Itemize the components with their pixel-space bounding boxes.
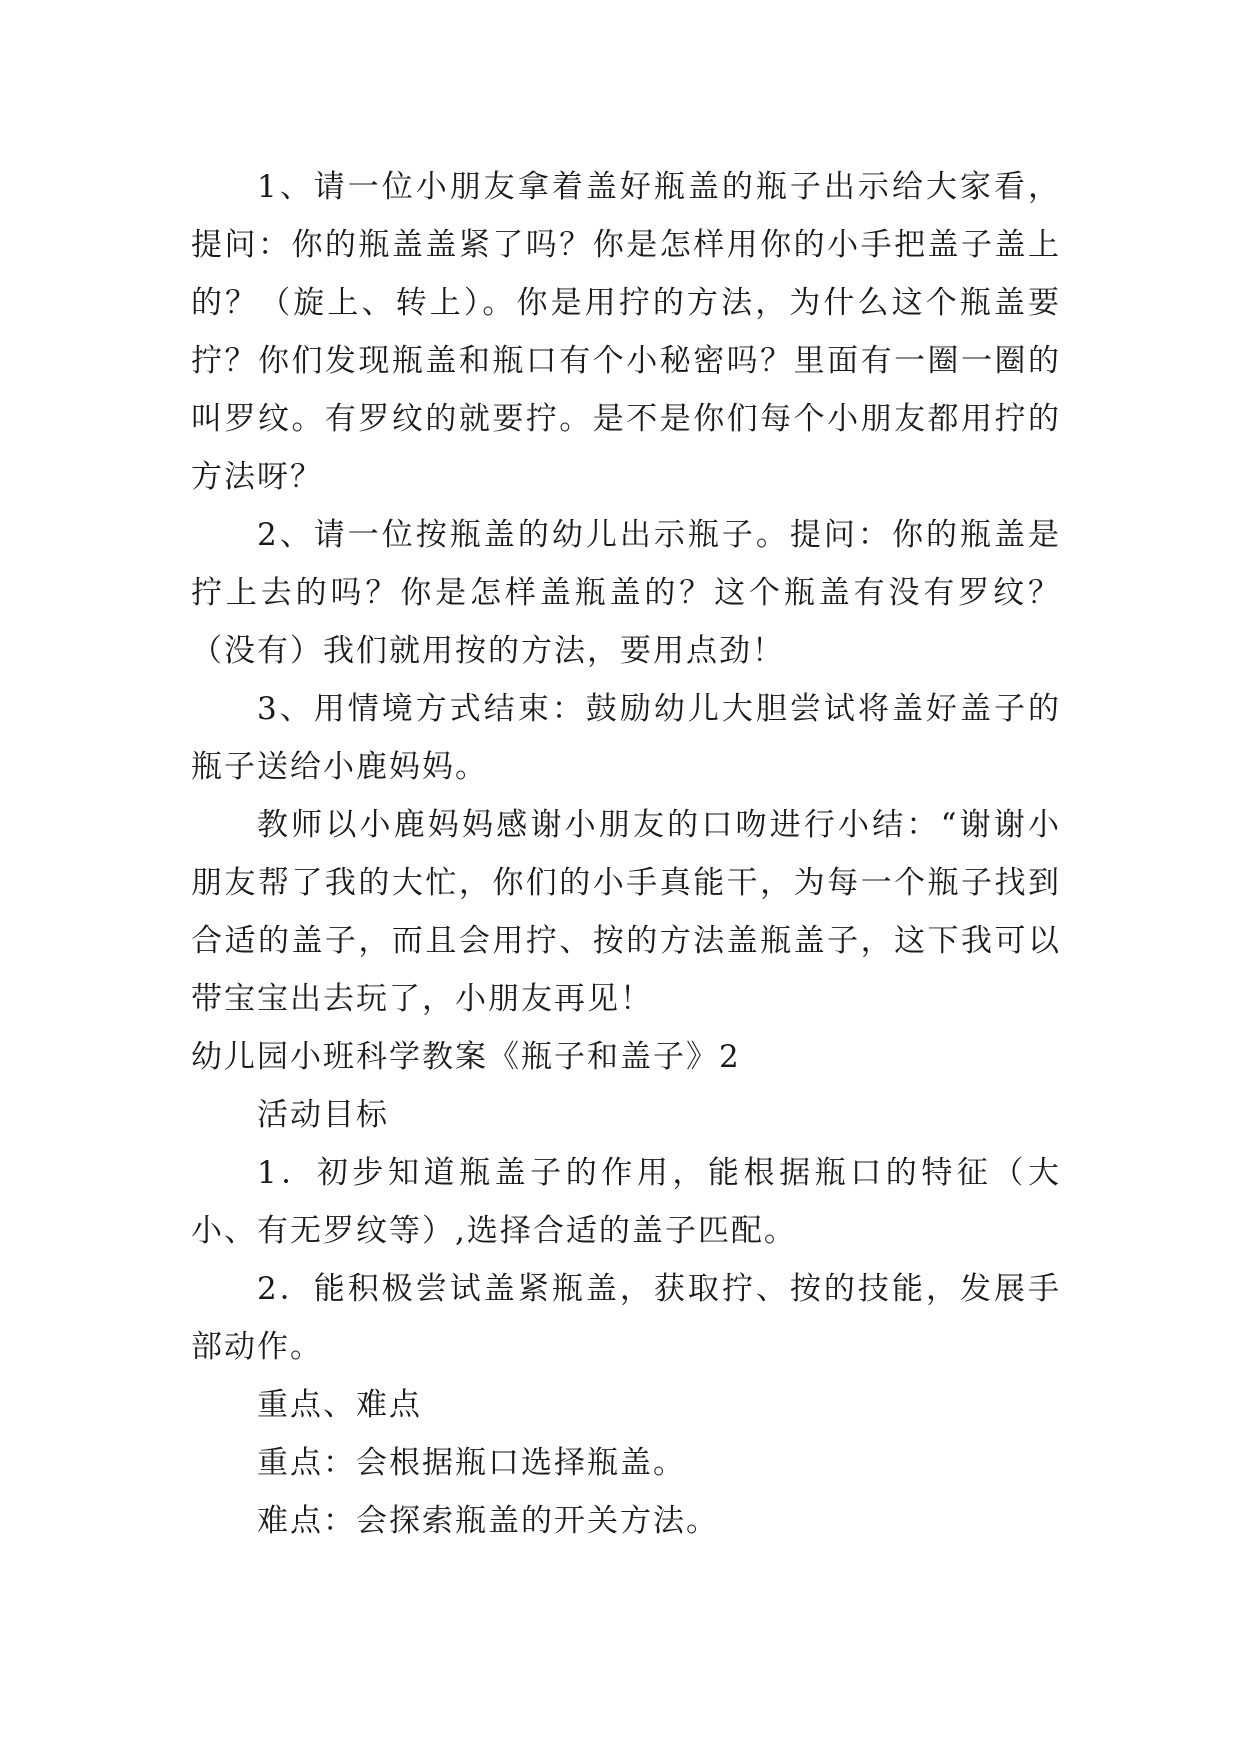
goal-item-1: 1．初步知道瓶盖子的作用，能根据瓶口的特征（大小、有无罗纹等）,选择合适的盖子匹配。 xyxy=(191,1155,1061,1249)
paragraph-step-2: 2、请一位按瓶盖的幼儿出示瓶子。提问：你的瓶盖是拧上去的吗？你是怎样盖瓶盖的？这个瓶盖有没有罗纹？（没有）我们就用按的方法，要用点劲！ xyxy=(191,517,1061,669)
paragraph-step-1: 1、请一位小朋友拿着盖好瓶盖的瓶子出示给大家看，提问：你的瓶盖盖紧了吗？你是怎样用你的小手把盖子盖上的？（旋上、转上）。你是用拧的方法，为什么这个瓶盖要拧？你们发现瓶盖和瓶口有个小秘密吗？里面有一圈一圈的叫罗纹。有罗纹的就要拧。是不是你们每个小朋友都用拧的方法呀？ xyxy=(191,169,1061,495)
heading-activity-goals: 活动目标 xyxy=(257,1097,389,1133)
section-title: 幼儿园小班科学教案《瓶子和盖子》2 xyxy=(191,1039,741,1075)
paragraph-step-3: 3、用情境方式结束：鼓励幼儿大胆尝试将盖好盖子的瓶子送给小鹿妈妈。 xyxy=(191,691,1061,785)
document-body xyxy=(191,158,1061,1550)
goal-item-2: 2．能积极尝试盖紧瓶盖，获取拧、按的技能，发展手部动作。 xyxy=(191,1271,1061,1365)
heading-key-points: 重点、难点 xyxy=(257,1387,422,1423)
difficult-point: 难点：会探索瓶盖的开关方法。 xyxy=(257,1503,719,1539)
paragraph-teacher-summary: 教师以小鹿妈妈感谢小朋友的口吻进行小结：“谢谢小朋友帮了我的大忙，你们的小手真能干，为每一个瓶子找到合适的盖子，而且会用拧、按的方法盖瓶盖子，这下我可以带宝宝出去玩了，小朋友再见！ xyxy=(191,807,1061,1017)
key-point: 重点：会根据瓶口选择瓶盖。 xyxy=(257,1445,686,1481)
